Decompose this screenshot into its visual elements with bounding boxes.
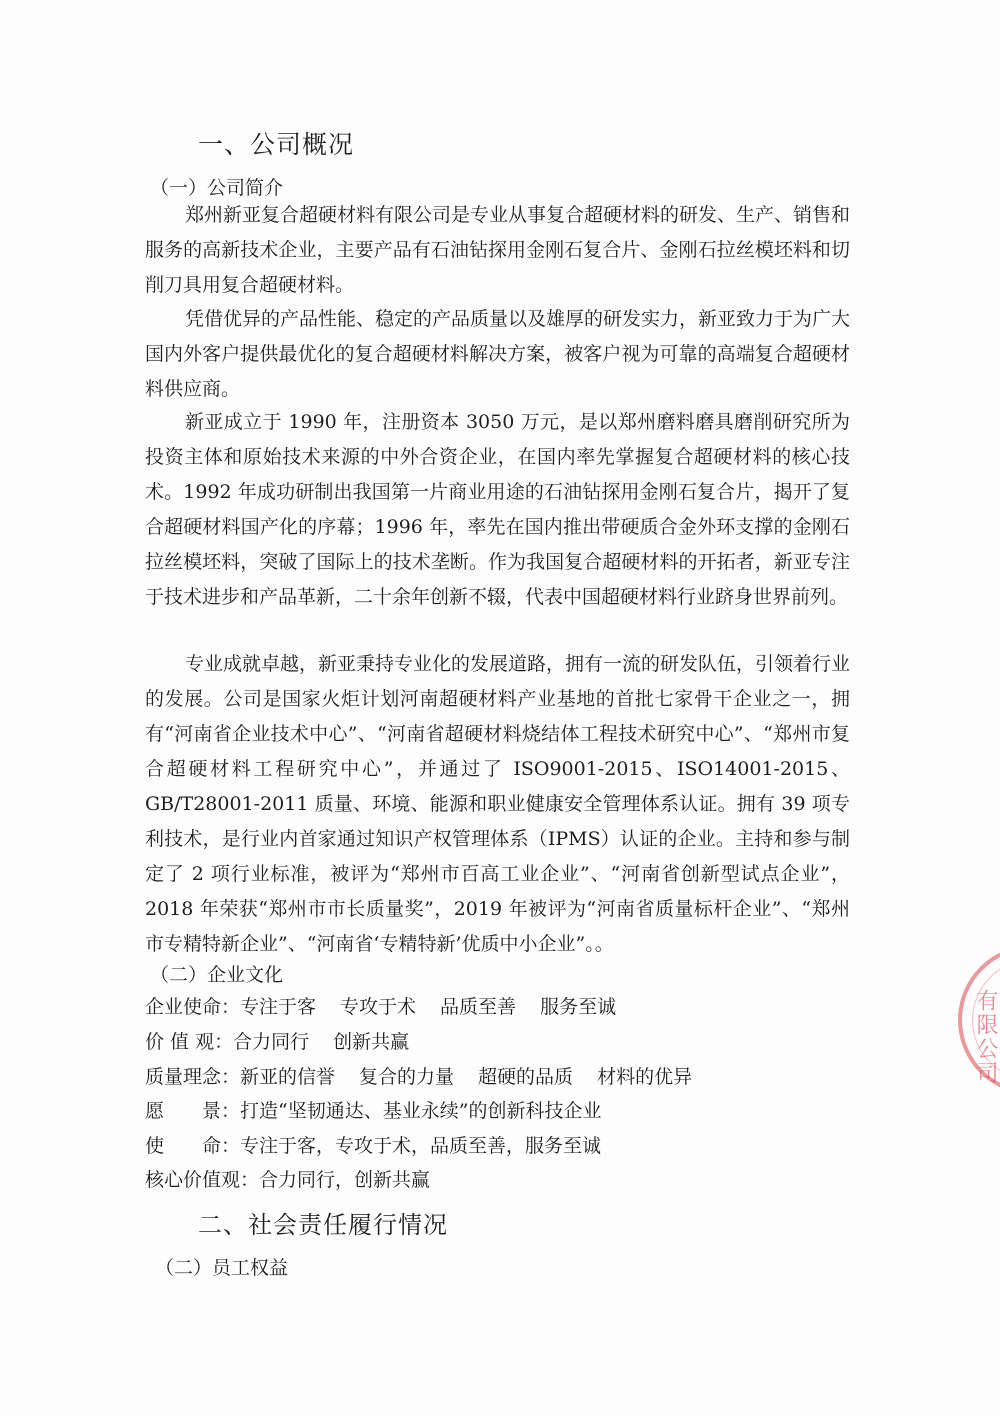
paragraph: 凭借优异的产品性能、稳定的产品质量以及雄厚的研发实力，新亚致力于为广大国内外客户提供最优化的复合超硬材料解决方案，被客户视为可靠的高端复合超硬材料供应商。 [145, 308, 851, 400]
culture-item: 服务至诚 [540, 996, 617, 1018]
culture-item: 专攻于术 [340, 996, 417, 1018]
culture-item: 新亚的信誉 [240, 1066, 336, 1088]
culture-text: 专注于客，专攻于术，品质至善，服务至诚 [240, 1135, 602, 1157]
section-title: 二、社会责任履行情况 [198, 1211, 448, 1239]
culture-item: 合力同行 [233, 1031, 310, 1053]
culture-row [145, 1165, 430, 1192]
culture-item: 创新共赢 [333, 1031, 410, 1053]
culture-label: 核心价值观： [145, 1169, 260, 1191]
culture-text: 合力同行，创新共赢 [259, 1169, 431, 1191]
paragraph: 新亚成立于 1990 年，注册资本 3050 万元，是以郑州磨料磨具磨削研究所为投资主体和原始技术来源的中外合资企业，在国内率先掌握复合超硬材料的核心技术。1992 年成功研制出我国第一片商业用途的石油钻探用金刚石复合片，揭开了复合超硬材料国产化的序幕；1996 年，率先在国内推出带硬质合金外环支撑的金刚石拉丝模坯料，突破了国际上的技术垄断。作为我国复合超硬材料的开拓者，新亚专注于技术进步和产品革新，二十余年创新不辍，代表中国超硬材料行业跻身世界前列。 [145, 411, 850, 608]
paragraph: 郑州新亚复合超硬材料有限公司是专业从事复合超硬材料的研发、生产、销售和服务的高新技术企业，主要产品有石油钻探用金刚石复合片、金刚石拉丝模坯料和切削刀具用复合超硬材料。 [145, 204, 851, 296]
culture-row [145, 992, 616, 1019]
subsection-heading: （二）企业文化 [150, 964, 284, 986]
culture-item: 超硬的品质 [478, 1066, 574, 1088]
seal-text: 有限公司 [973, 989, 998, 1085]
subsection-heading: （二）员工权益 [155, 1257, 289, 1279]
culture-label: 愿 景： [145, 1100, 241, 1122]
company-seal [958, 945, 1000, 1095]
culture-label: 价 值 观： [145, 1031, 234, 1053]
culture-label: 使 命： [145, 1135, 241, 1157]
culture-row [145, 1096, 601, 1123]
culture-label: 企业使命： [145, 996, 241, 1018]
culture-row [145, 1062, 692, 1089]
paragraph: 专业成就卓越，新亚秉持专业化的发展道路，拥有一流的研发队伍，引领着行业的发展。公司是国家火炬计划河南超硬材料产业基地的首批七家骨干企业之一，拥有“河南省企业技术中心”、“河南省超硬材料烧结体工程技术研究中心”、“郑州市复合超硬材料工程研究中心”，并通过了 ISO9001-2015、ISO14001-2015、GB/T28001-2011 质量、环境、能源和职业健康安全管理体系认证。拥有 39 项专利技术，是行业内首家通过知识产权管理体系（IPMS）认证的企业。主持和参与制定了 2 项行业标准，被评为“郑州市百高工业企业”、“河南省创新型试点企业”，2018 年荣获“郑州市市长质量奖”，2019 年被评为“河南省质量标杆企业”、“郑州市专精特新企业”、“河南省‘专精特新’优质中小企业”。。 [145, 653, 851, 955]
subsection-heading: （一）公司简介 [150, 177, 284, 199]
culture-row [145, 1131, 601, 1158]
culture-row [145, 1027, 409, 1054]
culture-item: 品质至善 [440, 996, 517, 1018]
culture-item: 材料的优异 [597, 1066, 693, 1088]
culture-label: 质量理念： [145, 1066, 241, 1088]
culture-item: 专注于客 [240, 996, 317, 1018]
culture-item: 复合的力量 [359, 1066, 455, 1088]
section-title: 一、公司概况 [198, 130, 355, 159]
culture-text: 打造“坚韧通达、基业永续”的创新科技企业 [240, 1100, 602, 1122]
